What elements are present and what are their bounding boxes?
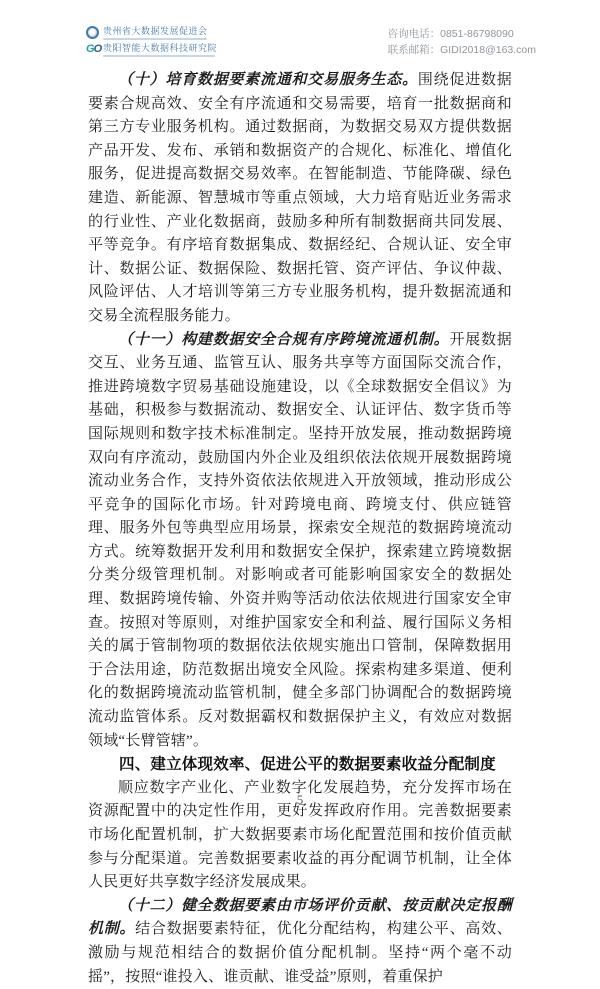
paragraph-lead: （十二）健全数据要素由市场评价贡献、按贡献决定报酬机制。 <box>88 897 512 938</box>
paragraph-lead: （十一）构建数据安全合规有序跨境流通机制。 <box>118 331 450 348</box>
paragraph-item-10 <box>88 69 512 329</box>
logo-stack <box>86 26 217 57</box>
association-emblem-icon <box>86 26 99 39</box>
section-heading: 四、建立体现效率、促进公平的数据要素收益分配制度 <box>119 756 496 774</box>
institute-name: 贵阳智能大数据科技研究院 <box>103 43 218 53</box>
paragraph-text: 围绕促进数据要素合规高效、安全有序流通和交易需要，培育一批数据商和第三方专业服务机构。通过数据商，为数据交易双方提供数据产品开发、发布、承销和数据资产的合规化、标准化、增值化服务，促进提高数据交易效率。在智能制造、节能降碳、绿色建造、新能源、智慧城市等重点领域，大力培育贴近业务需求的行业性、产业化数据商，鼓励多种所有制数据商共同发展、平等竞争。有序培育数据集成、数据经纪、合规认证、安全审计、数据公证、数据保险、数据托管、资产评估、争议仲裁、风险评估、人才培训等第三方专业服务机构，提升数据流通和交易全流程服务能力。 <box>88 72 512 324</box>
paragraph-lead: （十）培育数据要素流通和交易服务生态。 <box>118 72 418 88</box>
email-label: 联系邮箱： <box>387 44 441 56</box>
contact-email-line <box>388 42 536 58</box>
document-body <box>88 69 512 989</box>
association-english-subline <box>103 38 207 40</box>
institute-logo <box>86 43 217 57</box>
paragraph-item-12 <box>88 895 512 989</box>
email-address: GIDI2018@163.com <box>440 44 536 56</box>
page-number: 5 <box>296 792 304 807</box>
contact-info <box>388 26 536 58</box>
association-logo <box>86 26 217 40</box>
institute-monogram-icon: GO <box>86 43 102 55</box>
page-footer <box>0 792 600 808</box>
institute-english-subline <box>103 55 215 57</box>
phone-number: 0851-86798090 <box>440 28 514 40</box>
phone-label: 咨询电话： <box>387 28 441 40</box>
paragraph-text: 结合数据要素特征，优化分配结构，构建公平、高效、激励与规范相结合的数据价值分配机制。坚持“两个毫不动摇”，按照“谁投入、谁贡献、谁受益”原则，着重保护 <box>88 921 512 985</box>
paragraph-item-11 <box>88 329 512 754</box>
page-header <box>86 26 536 58</box>
contact-phone-line <box>388 26 536 42</box>
paragraph-text: 顺应数字产业化、产业数字化发展趋势，充分发挥市场在资源配置中的决定性作用，更好发挥政府作用。完善数据要素市场化配置机制，扩大数据要素市场化配置范围和按价值贡献参与分配渠道。完善数据要素收益的再分配调节机制，让全体人民更好共享数字经济发展成果。 <box>88 779 512 891</box>
paragraph-text: 开展数据交互、业务互通、监管互认、服务共享等方面国际交流合作，推进跨境数字贸易基础设施建设，以《全球数据安全倡议》为基础，积极参与数据流动、数据安全、认证评估、数字货币等国际规则和数字技术标准制定。坚持开放发展，推动数据跨境双向有序流动，鼓励国内外企业及组织依法依规开展数据跨境流动业务合作，支持外资依法依规进入开放领域，推动形成公平竞争的国际化市场。针对跨境电商、跨境支付、供应链管理、服务外包等典型应用场景，探索安全规范的数据跨境流动方式。统筹数据开发利用和数据安全保护，探索建立跨境数据分类分级管理机制。对影响或者可能影响国家安全的数据处理、数据跨境传输、外资并购等活动依法依规进行国家安全审查。按照对等原则，对维护国家安全和利益、履行国际义务相关的属于管制物项的数据依法依规实施出口管制，保障数据用于合法用途，防范数据出境安全风险。探索构建多渠道、便利化的数据跨境流动监管机制，健全多部门协调配合的数据跨境流动监管体系。反对数据霸权和数据保护主义，有效应对数据领域“长臂管辖”。 <box>88 331 513 749</box>
association-name: 贵州省大数据发展促进会 <box>103 26 208 36</box>
